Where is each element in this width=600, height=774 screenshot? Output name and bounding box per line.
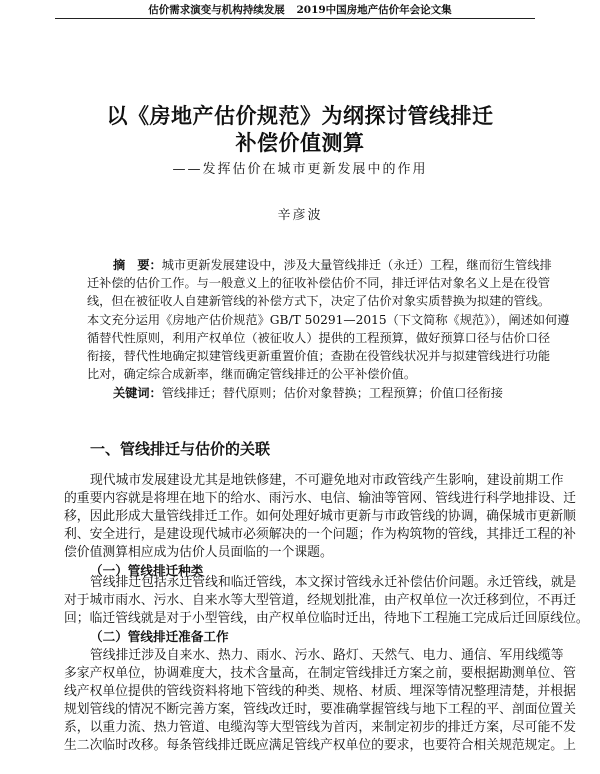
- abstract-text: 城市更新发展建设中，涉及大量管线排迁（永迁）工程，继而衍生管线排: [161, 258, 552, 272]
- header-book-title: 估价需求演变与机构持续发展: [148, 4, 285, 16]
- text-line: 线产权单位提供的管线资料将地下管线的种类、规格、材质、埋深等情况整理清楚，并根据: [64, 684, 576, 699]
- subsection-heading-1: （一）管线排迁种类: [90, 563, 204, 578]
- abstract-label: 摘 要：: [113, 258, 162, 272]
- header-rule: [55, 18, 535, 19]
- running-header: [0, 2, 600, 17]
- text-line: 对于城市雨水、污水、自来水等大型管道，经规划批准，由产权单位一次迁移到位，不再迁: [64, 593, 576, 608]
- keywords-label: 关键词：: [113, 386, 162, 400]
- header-collection-title: 2019中国房地产估价年会论文集: [296, 4, 452, 16]
- text-line: 管线排迁涉及自来水、热力、雨水、污水、路灯、天然气、电力、通信、军用线缆等: [90, 648, 564, 663]
- text-line: 本文充分运用《房地产估价规范》GB/T 50291—2015（下文简称《规范》），阐述如何遵: [87, 312, 570, 327]
- keywords-text: 管线排迁；替代原则；估价对象替换；工程预算；价值口径衔接: [161, 386, 503, 400]
- text-line: 规划管线的情况不断完善方案，管线改迁时，要准确掌握管线与地下工程的平、剖面位置关: [64, 702, 576, 717]
- text-line: 的重要内容就是将埋在地下的给水、雨污水、电信、输油等管网、管线进行科学地排设、迁: [64, 491, 576, 506]
- text-line: 循替代性原则，利用产权单位（被征收人）提供的工程预算，做好预算口径与估价口径: [87, 330, 551, 345]
- text-line: 衔接，替代性地确定拟建管线更新重置价值；查勘在役管线状况并与拟建管线进行功能: [87, 349, 551, 363]
- text-line: 移，因此形成大量管线排迁工作。如何处理好城市更新与市政管线的协调，确保城市更新顺: [64, 509, 576, 524]
- text-line: 偿价值测算相应成为估价人员面临的一个课题。: [64, 545, 333, 560]
- article-title-line-1: 以《房地产估价规范》为纲探讨管线排迁: [106, 104, 494, 128]
- article-subtitle: ——发挥估价在城市更新发展中的作用: [172, 162, 428, 177]
- text-line: 系，以重力流、热力管道、电缆沟等大型管线为首丙，来制定初步的排迁方案，尽可能不发: [64, 720, 576, 735]
- text-line: 利、安全进行，是建设现代城市必须解决的一个问题；作为构筑物的管线，其排迁工程的补: [64, 527, 576, 542]
- text-line: 生二次临时改移。每条管线排迁既应满足管线产权单位的要求，也要符合相关规范规定。上: [64, 738, 576, 753]
- text-line: 多家产权单位，协调难度大，技术含量高，在制定管线排迁方案之前，要根据勘测单位、管: [64, 666, 576, 681]
- text-line: 迁补偿的估价工作。与一般意义上的征收补偿估价不同，排迁评估对象名义上是在役管: [87, 276, 551, 291]
- article-title-line-2: 补偿价值测算: [235, 131, 365, 155]
- text-line: 管线排迁包括永迁管线和临迁管线，本文探讨管线永迁补偿估价问题。永迁管线，就是: [90, 575, 577, 590]
- text-line: 线，但在被征收人自建新管线的补偿方式下，决定了估价对象实质替换为拟建的管线。: [87, 294, 551, 309]
- author-name: 辛彦波: [277, 208, 323, 223]
- text-line: 比对，确定综合成新率，继而确定管线排迁的公平补偿价值。: [87, 367, 417, 382]
- text-line: 回；临迁管线就是对于小型管线，由产权单位临时迁出，待地下工程施工完成后迁回原线位。: [64, 611, 589, 626]
- text-line: [87, 257, 552, 273]
- section-heading: 一、管线排迁与估价的关联: [90, 440, 271, 458]
- subsection-heading-2: （二）管线排迁准备工作: [90, 629, 229, 644]
- keywords: [87, 385, 528, 401]
- text-line: 现代城市发展建设尤其是地铁修建，不可避免地对市政管线产生影响，建设前期工作: [90, 473, 564, 488]
